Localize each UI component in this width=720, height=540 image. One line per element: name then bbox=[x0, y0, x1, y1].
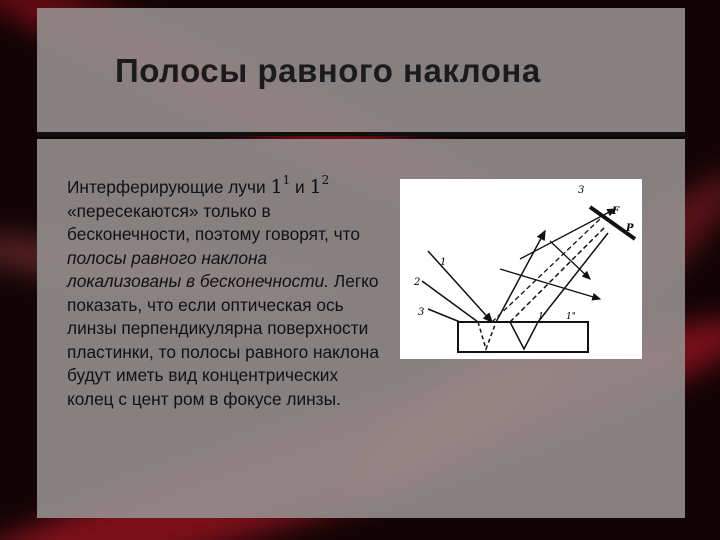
ray-symbol-sup: 1 bbox=[282, 173, 291, 187]
reflected-ray bbox=[492, 219, 600, 322]
ray-symbol-1 bbox=[270, 173, 291, 198]
reflected-ray bbox=[510, 227, 605, 322]
slide-title: Полосы равного наклона bbox=[115, 52, 541, 89]
refracted-ray bbox=[478, 322, 496, 349]
refracted-ray bbox=[510, 322, 538, 349]
label-3-top: 3 bbox=[578, 185, 585, 196]
ray-symbol-base: 1 bbox=[270, 176, 283, 198]
reflected-ray bbox=[538, 233, 608, 322]
ray-3 bbox=[428, 309, 460, 322]
label-f: F bbox=[612, 206, 620, 217]
label-3: 3 bbox=[418, 307, 425, 318]
label-1: 1 bbox=[440, 257, 447, 268]
label-1-double-prime: 1" bbox=[566, 312, 576, 322]
text-part: и bbox=[290, 177, 310, 197]
label-1-prime: 1' bbox=[538, 312, 547, 322]
ray-2 bbox=[422, 281, 478, 322]
ray-symbol-2 bbox=[309, 173, 330, 198]
title-panel bbox=[37, 8, 685, 132]
reflected-ray bbox=[496, 231, 545, 322]
body-paragraph bbox=[67, 169, 382, 411]
divider bbox=[37, 132, 685, 136]
text-part: Интерферирующие лучи bbox=[67, 177, 271, 197]
ray-diagram-svg bbox=[400, 179, 642, 359]
ray-symbol-sup: 2 bbox=[321, 173, 330, 187]
label-2: 2 bbox=[414, 277, 421, 288]
outgoing-ray bbox=[550, 241, 590, 279]
ray-symbol-base: 1 bbox=[309, 176, 322, 198]
label-p: P bbox=[626, 223, 634, 234]
ray-1 bbox=[428, 251, 492, 322]
text-part: «пересекаются» только в бесконечности, поэтому говорят, что bbox=[67, 200, 360, 244]
interference-diagram bbox=[400, 179, 642, 359]
italic-text: полосы равного наклона локализованы в бесконечности. bbox=[67, 247, 330, 291]
text-part: Легко показать, что если оптическая ось линзы перпендикулярна поверхности пластинки, то полосы равного наклона будут иметь вид концентрических колец с цент ром в фокусе линзы. bbox=[67, 271, 379, 409]
